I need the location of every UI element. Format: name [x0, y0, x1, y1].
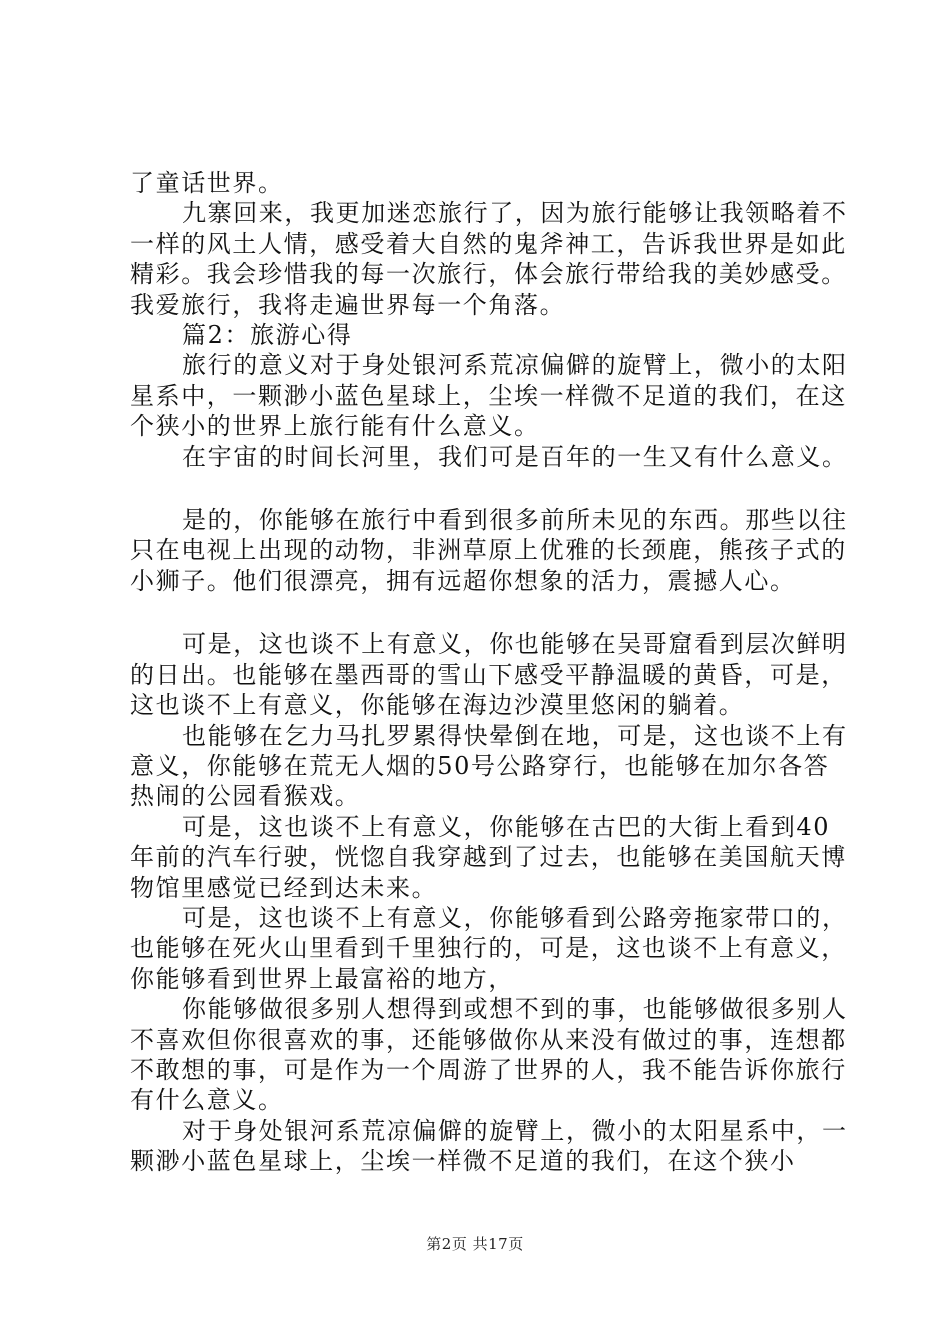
paragraph: 旅行的意义对于身处银河系荒凉偏僻的旋臂上，微小的太阳星系中，一颗渺小蓝色星球上，尘埃一样微不足道的我们，在这个狭小的世界上旅行能有什么意义。 — [130, 351, 848, 441]
paragraph: 是的，你能够在旅行中看到很多前所未见的东西。那些以往只在电视上出现的动物，非洲草原上优雅的长颈鹿，熊孩子式的小狮子。他们很漂亮，拥有远超你想象的活力，震撼人心。 — [130, 506, 848, 595]
paragraph-continuation: 了童话世界。 — [130, 169, 284, 197]
paragraph: 你能够做很多别人想得到或想不到的事，也能够做很多别人不喜欢但你很喜欢的事，还能够做你从来没有做过的事，连想都不敢想的事，可是作为一个周游了世界的人，我不能告诉你旅行有什么意义。 — [130, 995, 848, 1115]
document-body — [130, 168, 850, 1177]
paragraph: 可是，这也谈不上有意义，你能够看到公路旁拖家带口的，也能够在死火山里看到千里独行的，可是，这也谈不上有意义，你能够看到世界上最富裕的地方， — [130, 903, 848, 993]
paragraph-gap — [130, 596, 850, 629]
paragraph-gap — [130, 472, 850, 505]
paragraph: 对于身处银河系荒凉偏僻的旋臂上，微小的太阳星系中，一颗渺小蓝色星球上，尘埃一样微不足道的我们，在这个狭小 — [130, 1116, 848, 1176]
paragraph: 在宇宙的时间长河里，我们可是百年的一生又有什么意义。 — [182, 442, 848, 471]
paragraph: 可是，这也谈不上有意义，你能够在古巴的大街上看到40年前的汽车行驶，恍惚自我穿越到了过去，也能够在美国航天博物馆里感觉已经到达未来。 — [130, 812, 847, 902]
paragraph: 也能够在乞力马扎罗累得快晕倒在地，可是，这也谈不上有意义，你能够在荒无人烟的50号公路穿行，也能够在加尔各答热闹的公园看猴戏。 — [130, 721, 848, 811]
paragraph: 可是，这也谈不上有意义，你也能够在吴哥窟看到层次鲜明的日出。也能够在墨西哥的雪山下感受平静温暖的黄昏，可是，这也谈不上有意义，你能够在海边沙漠里悠闲的躺着。 — [130, 630, 848, 720]
paragraph: 九寨回来，我更加迷恋旅行了，因为旅行能够让我领略着不一样的风土人情，感受着大自然的鬼斧神工，告诉我世界是如此精彩。我会珍惜我的每一次旅行，体会旅行带给我的美妙感受。我爱旅行，我将走遍世界每一个角落。 — [130, 199, 848, 319]
section-heading: 篇2：旅游心得 — [182, 321, 353, 350]
page-footer: 第2页 共17页 — [426, 1235, 524, 1253]
